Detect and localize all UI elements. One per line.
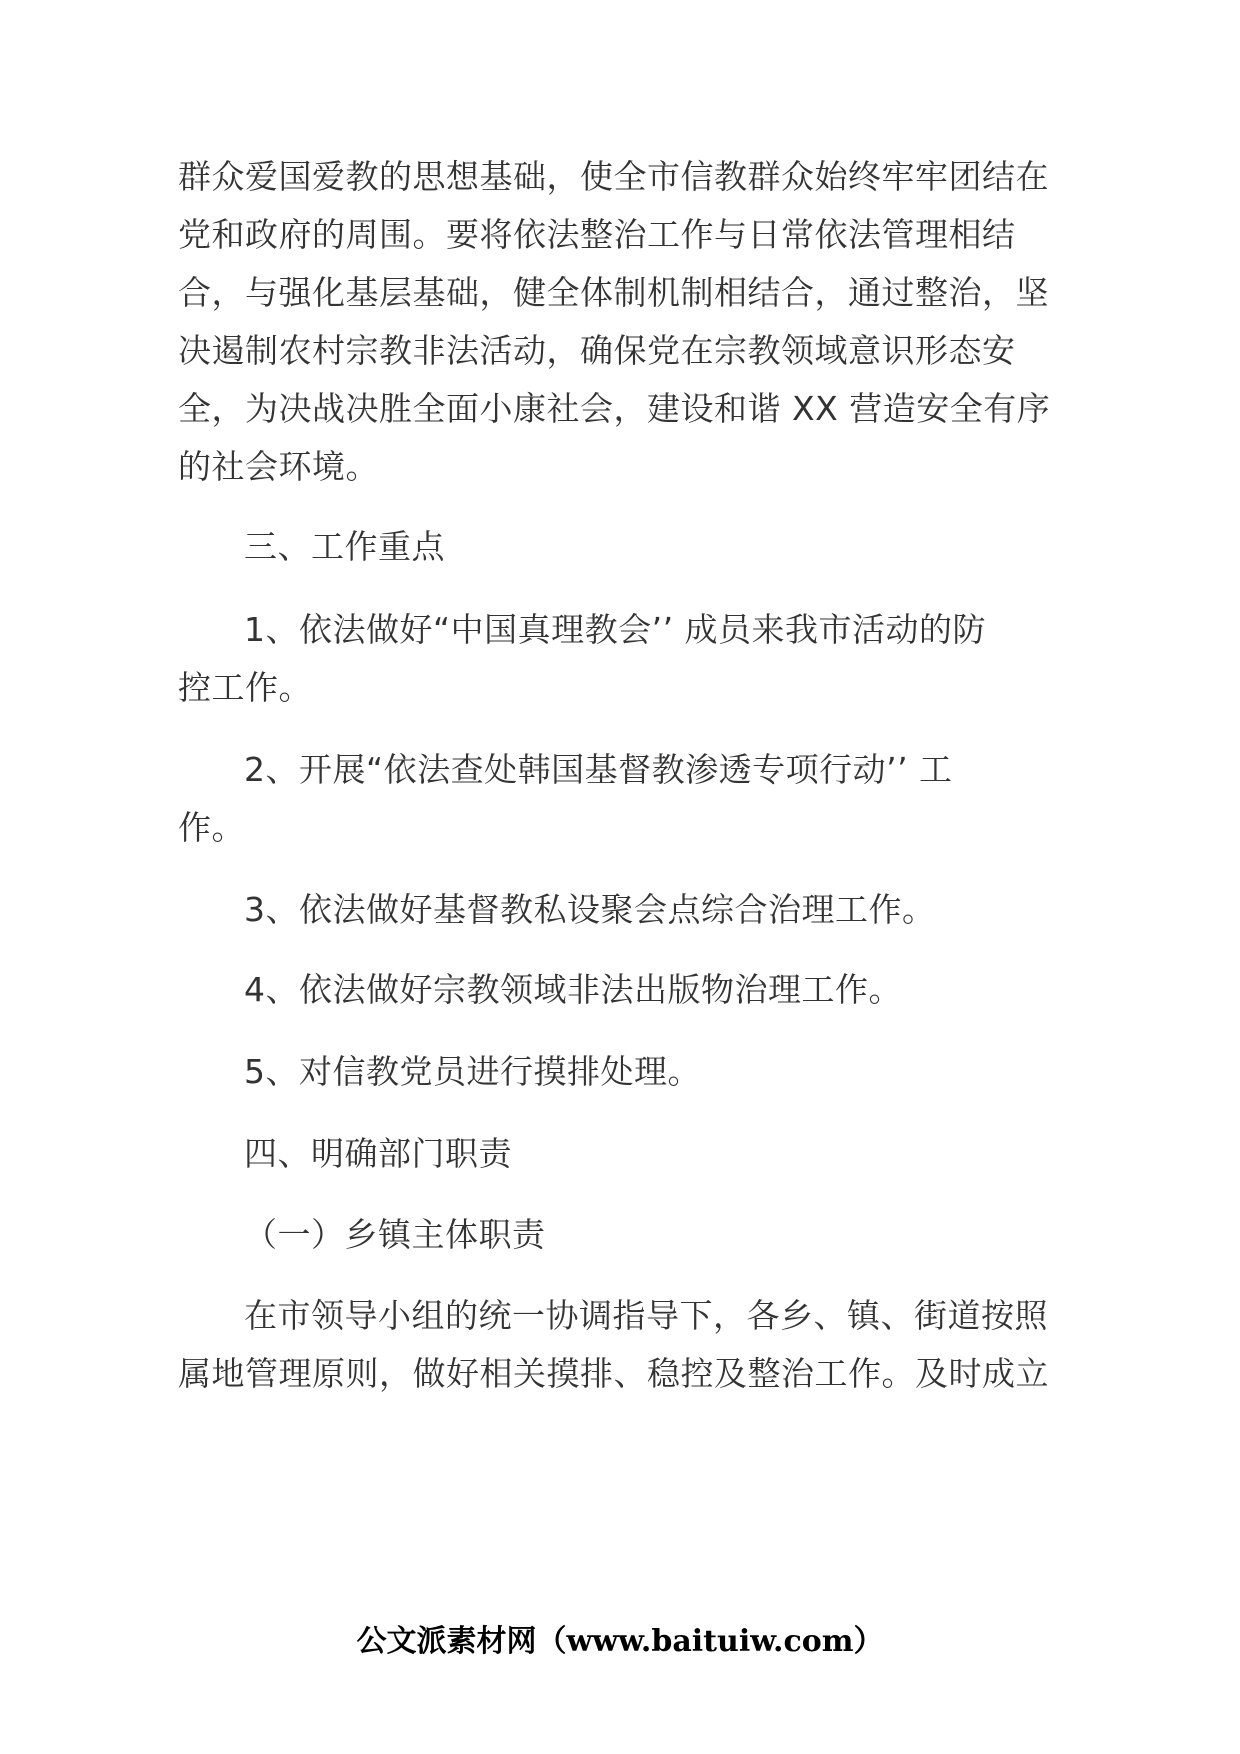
paragraph-line: 的社会环境。 — [178, 447, 379, 486]
paragraph-line: 全，为决战决胜全面小康社会，建设和谐 XX 营造安全有序 — [178, 389, 1051, 428]
paragraph-line: 群众爱国爱教的思想基础，使全市信教群众始终牢牢团结在 — [178, 157, 1049, 196]
subsection-heading: （一）乡镇主体职责 — [244, 1215, 546, 1254]
paragraph-line: 在市领导小组的统一协调指导下，各乡、镇、街道按照 — [244, 1296, 1048, 1335]
paragraph-line: 党和政府的周围。要将依法整治工作与日常依法管理相结 — [178, 215, 1016, 254]
footer-watermark: 公文派素材网（www.baituiw.com） — [356, 1624, 884, 1659]
section-heading: 四、明确部门职责 — [244, 1134, 512, 1173]
list-item: 1、依法做好“中国真理教会’’ 成员来我市活动的防 — [244, 610, 987, 649]
paragraph-line: 决遏制农村宗教非法活动，确保党在宗教领域意识形态安 — [178, 331, 1016, 370]
list-item-continuation: 作。 — [178, 808, 245, 847]
list-item: 2、开展“依法查处韩国基督教渗透专项行动’’ 工 — [244, 750, 953, 789]
list-item: 4、依法做好宗教领域非法出版物治理工作。 — [244, 970, 902, 1009]
paragraph-line: 属地管理原则，做好相关摸排、稳控及整治工作。及时成立 — [178, 1354, 1049, 1393]
section-heading: 三、工作重点 — [244, 527, 445, 566]
list-item: 3、依法做好基督教私设聚会点综合治理工作。 — [244, 890, 936, 929]
list-item: 5、对信教党员进行摸排处理。 — [244, 1052, 701, 1091]
list-item-continuation: 控工作。 — [178, 668, 312, 707]
paragraph-line: 合，与强化基层基础，健全体制机制相结合，通过整治，坚 — [178, 273, 1049, 312]
